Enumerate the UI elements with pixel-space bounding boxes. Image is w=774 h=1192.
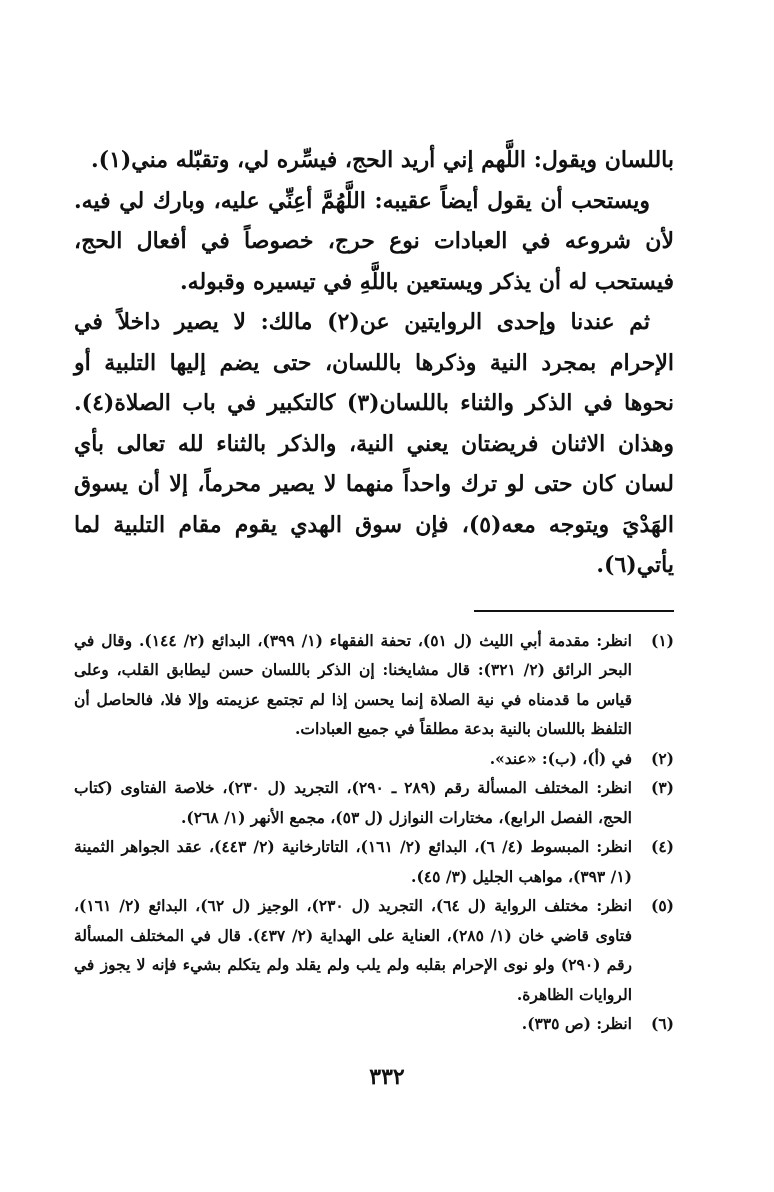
footnote-text: في (أ)، (ب): «عند». (489, 748, 632, 768)
main-text (74, 140, 674, 586)
paragraph-1: باللسان ويقول: اللَّهم إني أريد الحج، فيسِّره لي، وتقبّله مني(١). (90, 147, 674, 173)
page-number: ٣٣٢ (369, 1064, 405, 1090)
footnote-number: (١) (650, 630, 674, 650)
footnote-number: (٦) (650, 1014, 674, 1033)
page-content (74, 140, 674, 1039)
footnote-3 (74, 773, 674, 832)
footnote-number: (٣) (650, 778, 674, 797)
paragraph-2: ويستحب أن يقول أيضاً عقيبه: اللَّهُمَّ أعِنِّي عليه، وبارك لي فيه. لأن شروعه في العبادات نوع حرج، خصوصاً في أفعال الحج، فيستحب له أن يذكر ويستعين باللَّهِ في تيسيره وقبوله. (74, 187, 674, 295)
footnote-text: انظر: مختلف الرواية (ل ٦٤)، التجريد (ل ٢٣٠)، الوجيز (ل ٦٢)، البدائع (٢/ ١٦١)، فتاوى قاضي خان (١/ ٢٨٥)، العناية على الهداية (٢/ ٤٣٧). قال في المختلف المسألة رقم (٢٩٠) ولو نوى الإحرام بقلبه ولم يلب ولم يقلد ولم يتكلم بشيء فإنه لا يجوز في الروايات الظاهرة. (74, 896, 633, 1004)
paragraph-3: ثم عندنا وإحدى الروايتين عن(٢) مالك: لا يصير داخلاً في الإحرام بمجرد النية وذكرها باللسان، حتى يضم إليها التلبية أو نحوها في الذكر والثناء باللسان(٣) كالتكبير في باب الصلاة(٤). وهذان الاثنان فريضتان يعني النية، والذكر بالثناء لله تعالى بأي لسان كان حتى لو ترك واحداً منهما لا يصير محرماً، إلا أن يسوق الهَدْيَ ويتوجه معه(٥)، فإن سوق الهدي يقوم مقام التلبية لما يأتي(٦). (74, 309, 674, 578)
footnote-4 (74, 832, 674, 891)
footnote-text: انظر: المختلف المسألة رقم (٢٨٩ ـ ٢٩٠)، التجريد (ل ٢٣٠)، خلاصة الفتاوى (كتاب الحج، الفصل الرابع)، مختارات النوازل (ل ٥٣)، مجمع الأنهر (١/ ٢٦٨). (74, 778, 632, 827)
footnote-text: انظر: (ص ٣٣٥). (521, 1014, 632, 1033)
footnote-text: انظر: مقدمة أبي الليث (ل ٥١)، تحفة الفقهاء (١/ ٣٩٩)، البدائع (٢/ ١٤٤). وقال في البحر الرائق (٢/ ٣٢١): قال مشايخنا: إن الذكر باللسان حسن ليطابق القلب، وعلى قياس ما قدمناه في نية الصلاة إنما يحسن إذا لم تجتمع عزيمته وإلا فلا، فالحاصل أن التلفظ باللسان بالنية بدعة مطلقاً في جميع العبادات. (74, 630, 632, 738)
footnote-text: انظر: المبسوط (٤/ ٦)، البدائع (٢/ ١٦١)، التاتارخانية (٢/ ٤٤٣)، عقد الجواهر الثمينة (١/ ٣٩٣)، مواهب الجليل (٣/ ٤٥). (74, 837, 632, 886)
footnote-6 (74, 1009, 674, 1039)
footnote-divider (474, 610, 674, 612)
footnote-1 (74, 626, 674, 744)
footnote-number: (٢) (650, 748, 674, 768)
footnotes (74, 626, 674, 1039)
footnote-2 (74, 744, 674, 774)
footnote-5 (74, 891, 674, 1009)
footnote-number: (٥) (650, 896, 674, 915)
footnote-number: (٤) (650, 837, 674, 856)
